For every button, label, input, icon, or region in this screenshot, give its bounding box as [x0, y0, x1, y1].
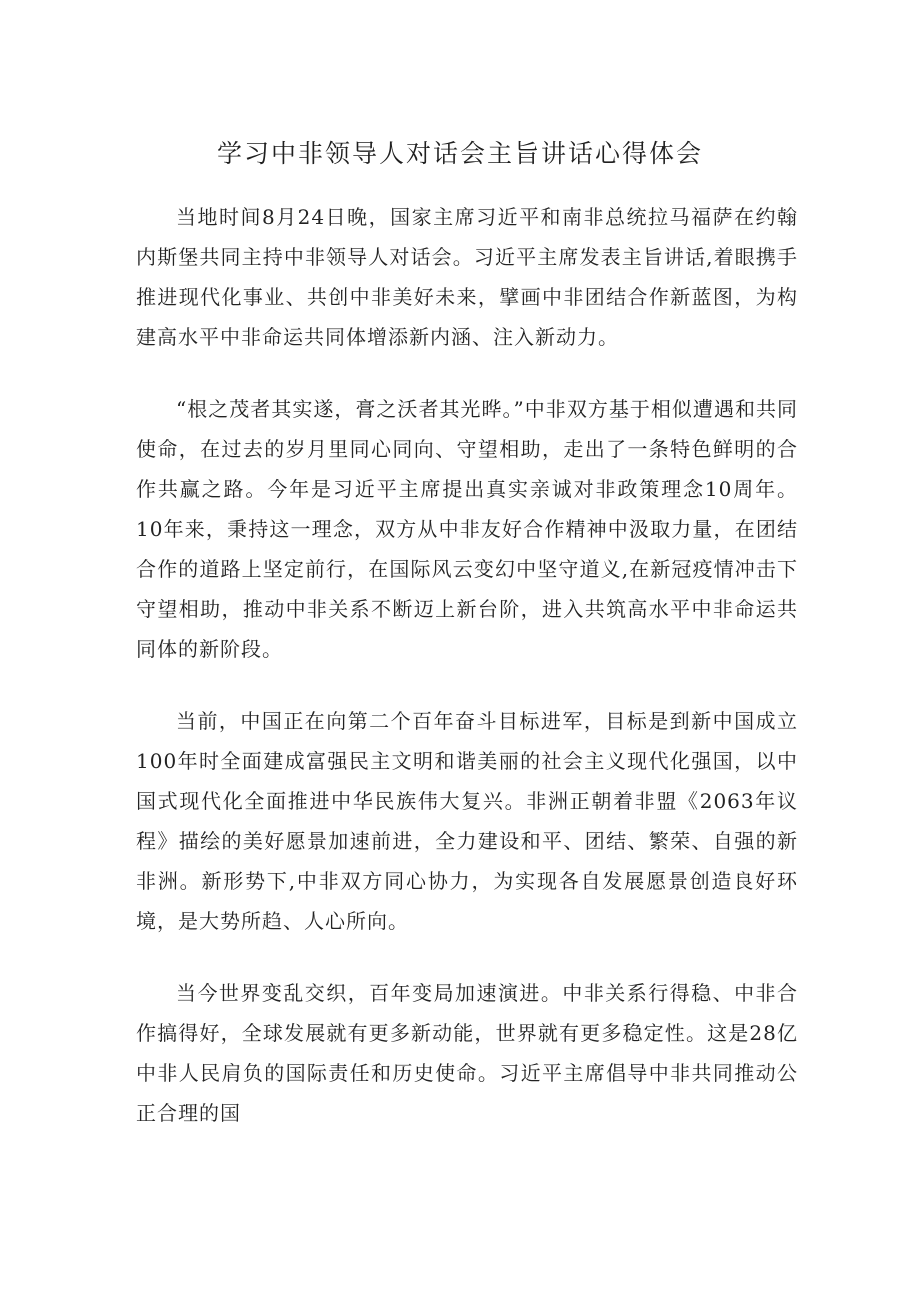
document-body: [136, 197, 798, 1165]
paragraph-2: “根之茂者其实遂，膏之沃者其光晔。”中非双方基于相似遭遇和共同使命，在过去的岁月里同心同向、守望相助，走出了一条特色鲜明的合作共赢之路。今年是习近平主席提出真实亲诚对非政策理念10周年。10年来，秉持这一理念，双方从中非友好合作精神中汲取力量，在团结合作的道路上坚定前行，在国际风云变幻中坚守道义,在新冠疫情冲击下守望相助，推动中非关系不断迈上新台阶，进入共筑高水平中非命运共同体的新阶段。: [136, 397, 798, 661]
paragraph-3: 当前，中国正在向第二个百年奋斗目标进军，目标是到新中国成立100年时全面建成富强民主文明和谐美丽的社会主义现代化强国，以中国式现代化全面推进中华民族伟大复兴。非洲正朝着非盟《2063年议程》描绘的美好愿景加速前进，全力建设和平、团结、繁荣、自强的新非洲。新形势下,中非双方同心协力，为实现各自发展愿景创造良好环境，是大势所趋、人心所向。: [136, 709, 798, 933]
paragraph-1: 当地时间8月24日晚，国家主席习近平和南非总统拉马福萨在约翰内斯堡共同主持中非领导人对话会。习近平主席发表主旨讲话,着眼携手推进现代化事业、共创中非美好未来，擘画中非团结合作新蓝图，为构建高水平中非命运共同体增添新内涵、注入新动力。: [136, 205, 798, 349]
document-title: 学习中非领导人对话会主旨讲话心得体会: [216, 139, 703, 168]
paragraph-4: 当今世界变乱交织，百年变局加速演进。中非关系行得稳、中非合作搞得好，全球发展就有更多新动能，世界就有更多稳定性。这是28亿中非人民肩负的国际责任和历史使命。习近平主席倡导中非共同推动公正合理的国: [136, 981, 798, 1125]
